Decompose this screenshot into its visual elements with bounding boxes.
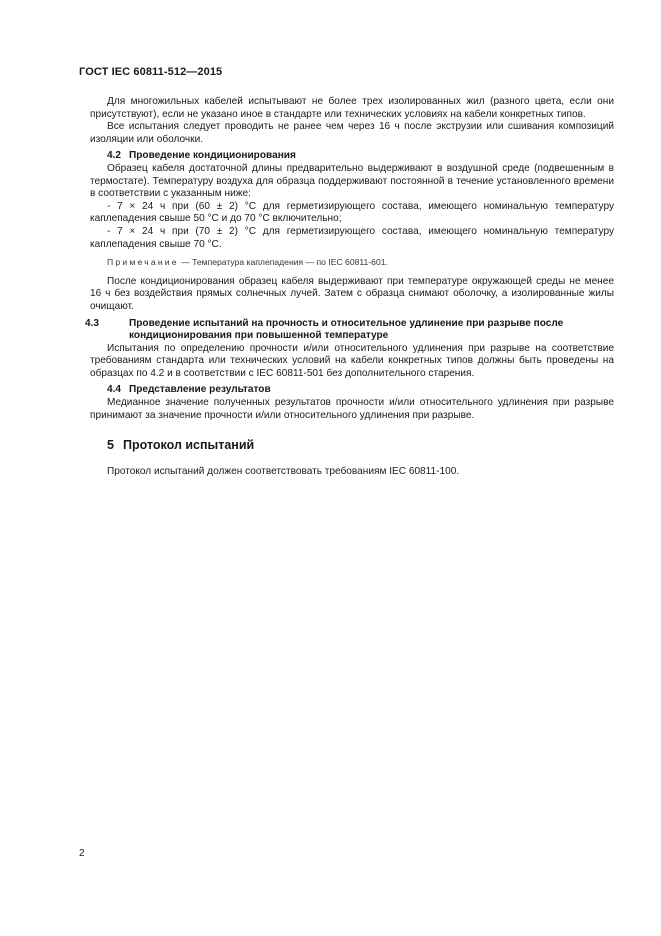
paragraph-conditioning: Образец кабеля достаточной длины предварительно выдерживают в воздушной среде (подвешенным в термостате). Температуру воздуха для образца поддерживают постоянной в течение установленного времени в соответствии с указанным ниже: [90, 162, 614, 200]
subsection-title: Проведение кондиционирования [129, 150, 296, 162]
page-number: 2 [79, 848, 85, 859]
document-header: ГОСТ IEC 60811-512—2015 [79, 66, 223, 78]
subsection-4-4-heading [107, 384, 614, 397]
subsection-title: Проведение испытаний на прочность и относительное удлинение при разрыве после кондиционирования при повышенной температуре [129, 317, 564, 342]
subsection-number: 4.3 [85, 317, 100, 329]
paragraph-tensile-tests: Испытания по определению прочности и/или относительного удлинения при разрыве на соответствие требованиям стандарта или технических условий на кабели конкретных типов должны быть проведены на образцах по 4.2 и в соответствии с IEC 60811-501 без дополнительного старения. [90, 342, 614, 379]
paragraph-test-timing: Все испытания следует проводить не ранее чем через 16 ч после экструзии или сшивания композиций изоляции или оболочки. [90, 121, 614, 145]
section-number: 5 [107, 438, 114, 453]
paragraph-results: Медианное значение полученных результатов прочности и/или относительного удлинения при разрыве принимают за значение прочности и/или относительного удлинения при разрыве. [90, 397, 614, 421]
paragraph-after-conditioning: После кондиционирования образец кабеля выдерживают при температуре окружающей среды не менее 16 ч без воздействия прямых солнечных лучей. Затем с образца снимают оболочку, а изолированные жилы очищают. [90, 275, 614, 312]
paragraph-multicore-cables: Для многожильных кабелей испытывают не более трех изолированных жил (разного цвета, если они присутствуют), если не указано иное в стандарте или технических условиях на кабели конкретных типов. [90, 96, 614, 120]
note-label: Примечание [107, 257, 179, 268]
subsection-4-2-heading [107, 150, 614, 163]
section-5-heading [107, 439, 614, 452]
subsection-number: 4.2 [107, 150, 122, 162]
page-content [85, 96, 614, 478]
subsection-number: 4.4 [107, 384, 122, 396]
list-item-70c: - 7 × 24 ч при (70 ± 2) °С для герметизирующего состава, имеющего номинальную температуру каплепадения свыше 70 °С. [90, 225, 614, 250]
list-item-60c: - 7 × 24 ч при (60 ± 2) °С для герметизирующего состава, имеющего номинальную температуру каплепадения свыше 50 °С и до 70 °С включительно; [90, 200, 614, 225]
note [107, 256, 614, 269]
note-text: — Температура каплепадения — по IEC 60811-601. [178, 257, 388, 268]
subsection-title: Представление результатов [129, 384, 271, 396]
subsection-4-3-heading [85, 317, 614, 343]
section-title: Протокол испытаний [123, 438, 255, 453]
paragraph-test-report: Протокол испытаний должен соответствовать требованиям IEC 60811-100. [107, 465, 460, 477]
